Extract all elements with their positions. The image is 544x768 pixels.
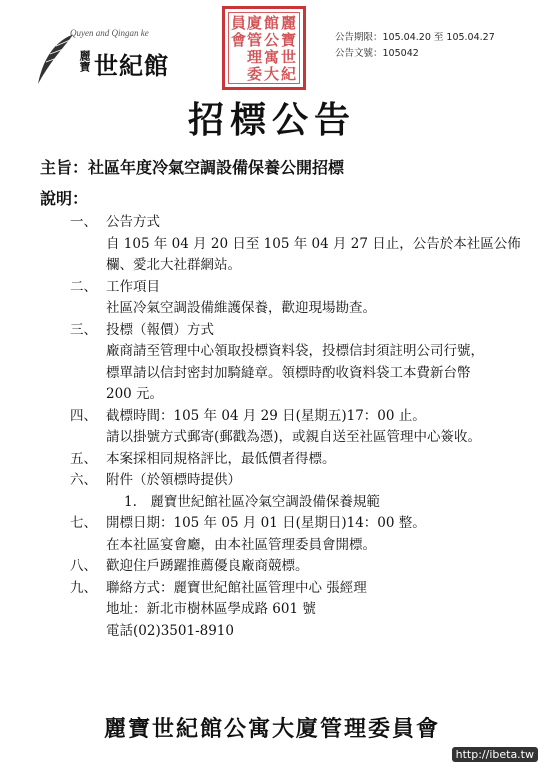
seal-char: 紀 [281,65,297,83]
seal-char: 世 [281,48,297,66]
description-label: 說明： [40,189,89,208]
item-number: 二、 [70,278,97,295]
item-number: 九、 [70,579,97,596]
item-number: 七、 [70,515,97,531]
item-line: 本案採相同規格評比，最低價者得標。 [106,450,336,467]
item-sub-line: 1. 麗寶世紀館社區冷氣空調設備保養規範 [124,493,380,510]
item-list [70,212,530,642]
item-number: 五、 [70,450,97,467]
item-line: 地址：新北市樹林區學成路 601 號 [106,601,316,617]
list-item [70,513,530,556]
footer-signature: 麗寶世紀館公寓大廈管理委員會 [103,716,440,742]
item-line: 截標時間：105 年 04 月 29 日(星期五)17：00 止。 [106,407,426,424]
logo-small-text: 麗寶 [78,50,91,72]
seal-char: 公 [264,31,280,49]
seal-char: 廈 [247,14,263,32]
feather-icon [34,32,78,88]
list-item [70,578,530,643]
seal-char: 委 [247,65,263,83]
seal-char: 會 [231,31,247,49]
official-seal [222,6,306,90]
item-number: 八、 [70,558,97,574]
item-line: 電話(02)3501-8910 [106,622,234,639]
seal-char: 管 [247,31,263,49]
seal-char: 理 [247,48,263,66]
page-title: 招標公告 [187,99,356,141]
seal-char: 寓 [264,48,280,66]
notice-period: 公告期限：105.04.20 至 105.04.27 [335,32,495,43]
list-item [70,406,530,449]
item-line: 廠商請至管理中心領取投標資料袋，投標信封須註明公司行號， [106,343,484,359]
watermark: http://ibeta.tw [452,747,538,762]
item-line: 欄、愛北大社群網站。 [106,257,241,273]
notice-doc-number: 公告文號：105042 [335,48,419,59]
item-line: 自 105 年 04 月 20 日至 105 年 04 月 27 日止，公告於本社區公佈 [106,235,521,252]
item-line: 在本社區宴會廳，由本社區管理委員會開標。 [106,536,376,553]
list-item [70,470,530,513]
item-line: 200 元。 [106,386,164,402]
seal-char: 麗 [281,14,297,32]
list-item [70,277,530,320]
seal-char: 大 [264,65,280,83]
item-number: 三、 [70,321,97,338]
item-line: 社區冷氣空調設備維護保養，歡迎現場勘查。 [106,300,376,316]
list-item [70,449,530,471]
item-number: 六、 [70,472,97,488]
item-line: 聯絡方式：麗寶世紀館社區管理中心 張經理 [106,579,367,596]
seal-char: 館 [264,14,280,32]
item-line: 標單請以信封密封加騎縫章。領標時酌收資料袋工本費新台幣 [106,364,471,381]
item-number: 四、 [70,407,97,424]
logo [34,28,184,88]
item-line: 投標（報價）方式 [106,321,214,338]
list-item [70,556,530,578]
logo-script-text: Quyen and Qingan ke [70,28,149,38]
logo-brand-text: 世紀館 [94,51,169,80]
item-line: 工作項目 [106,278,160,295]
item-line: 開標日期：105 年 05 月 01 日(星期日)14：00 整。 [106,515,426,531]
item-line: 公告方式 [106,214,160,230]
seal-char: 員 [231,14,247,32]
item-number: 一、 [70,214,97,230]
subject: 主旨：社區年度冷氣空調設備保養公開招標 [40,158,345,177]
list-item [70,212,530,277]
item-line: 附件（於領標時提供） [106,472,241,488]
item-line: 歡迎住戶踴躍推薦優良廠商競標。 [106,558,309,574]
list-item [70,320,530,406]
seal-char: 寶 [281,31,297,49]
item-line: 請以掛號方式郵寄(郵戳為憑)，或親自送至社區管理中心簽收。 [106,429,482,445]
notice-info [335,30,495,62]
